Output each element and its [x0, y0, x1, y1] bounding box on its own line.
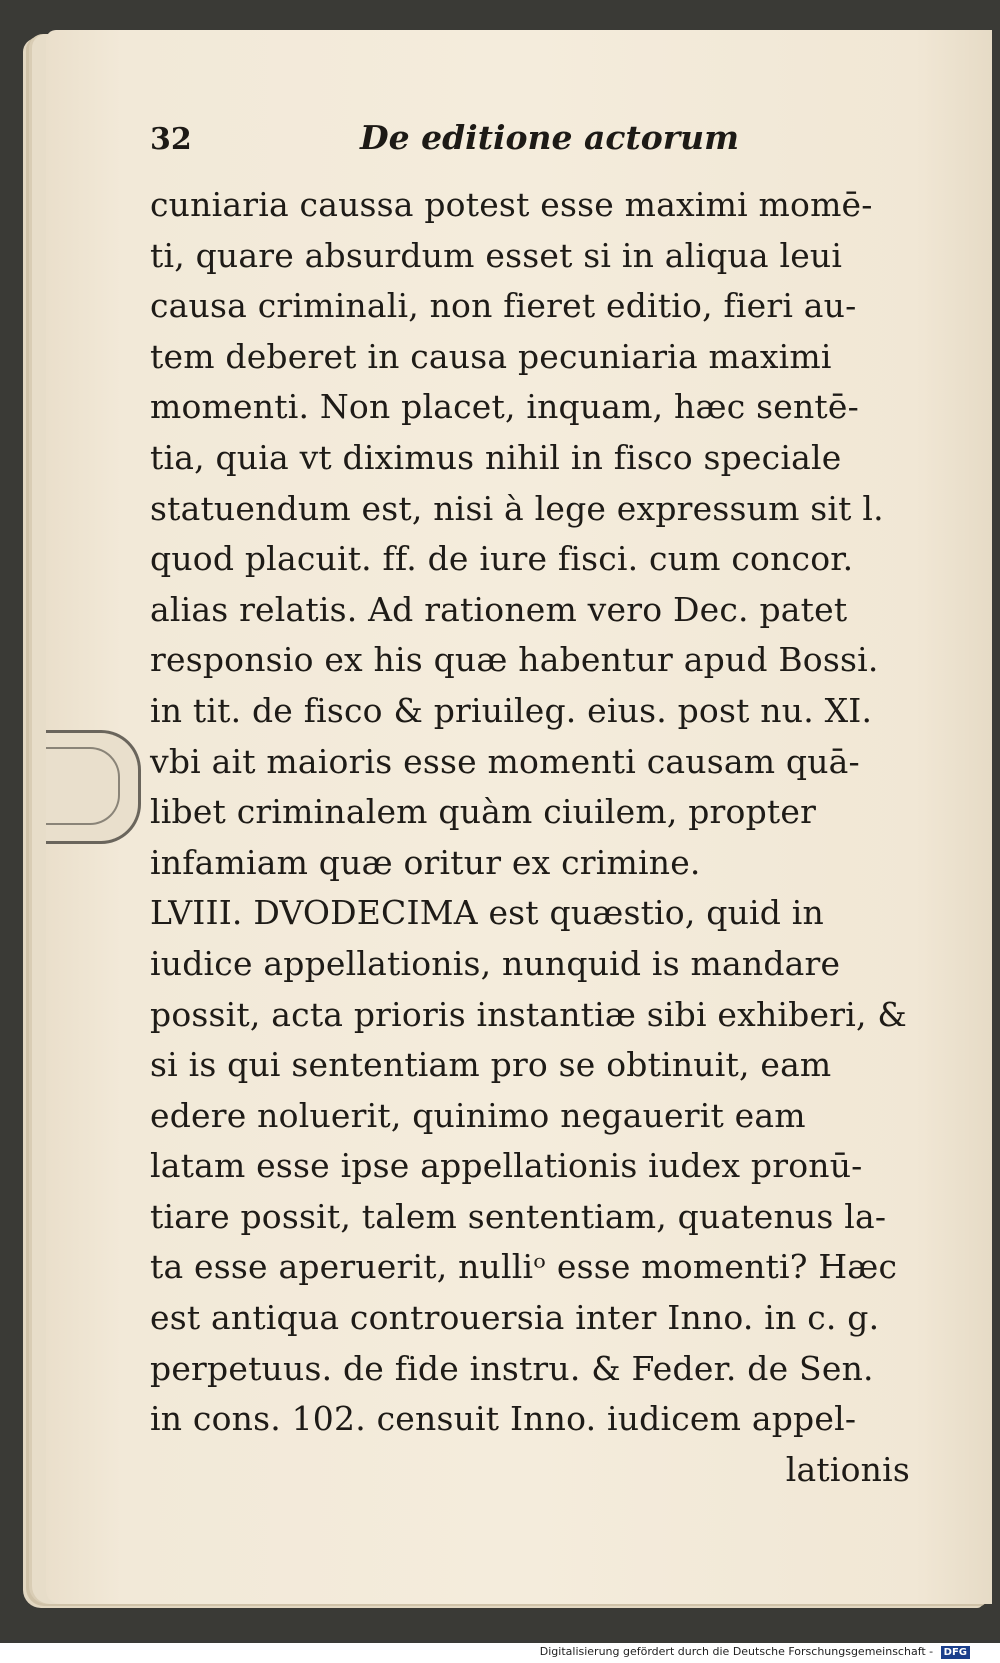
page-number: 32 [150, 122, 192, 157]
catchword: lationis [785, 1449, 910, 1489]
text-line: in tit. de fisco & priuileg. eius. post nu. XI. [150, 690, 873, 730]
page-clip-inner [46, 747, 120, 825]
text-line: vbi ait maioris esse momenti causam quā- [150, 741, 860, 781]
text-line: ti, quare absurdum esset si in aliqua leui [150, 235, 843, 275]
text-line: LVIII. DVODECIMA est quæstio, quid in [150, 893, 825, 933]
text-line: si is qui sententiam pro se obtinuit, eam [150, 1045, 832, 1085]
text-line: alias relatis. Ad rationem vero Dec. patet [150, 589, 848, 629]
text-line: latam esse ipse appellationis iudex pronū- [150, 1146, 863, 1186]
text-line: tiare possit, talem sententiam, quatenus la- [150, 1196, 887, 1236]
text-line: est antiqua controuersia inter Inno. in c. g. [150, 1298, 880, 1338]
body-text [150, 180, 910, 1495]
text-line: momenti. Non placet, inquam, hæc sentē- [150, 387, 859, 427]
text-line: iudice appellationis, nunquid is mandare [150, 943, 841, 983]
text-line: causa criminali, non fieret editio, fieri au- [150, 286, 857, 326]
dfg-logo: DFG [941, 1646, 970, 1659]
text-line: libet criminalem quàm ciuilem, propter [150, 792, 817, 832]
text-line: responsio ex his quæ habentur apud Bossi. [150, 640, 879, 680]
credit-text: Digitalisierung gefördert durch die Deutsche Forschungsgemeinschaft - [539, 1645, 934, 1658]
text-line: statuendum est, nisi à lege expressum sit l. [150, 488, 884, 528]
text-line: ta esse aperuerit, nulliᵒ esse momenti? Hæc [150, 1247, 898, 1287]
text-line: cuniaria caussa potest esse maximi momē- [150, 185, 873, 224]
text-line: perpetuus. de fide instru. & Feder. de Sen. [150, 1348, 874, 1388]
running-head: De editione actorum [360, 118, 740, 157]
text-line: possit, acta prioris instantiæ sibi exhiberi, & [150, 994, 907, 1034]
text-line: tem deberet in causa pecuniaria maximi [150, 336, 832, 376]
text-line: edere noluerit, quinimo negauerit eam [150, 1095, 806, 1135]
text-line: quod placuit. ff. de iure fisci. cum concor. [150, 539, 854, 579]
text-line: tia, quia vt diximus nihil in fisco speciale [150, 437, 842, 477]
text-line: in cons. 102. censuit Inno. iudicem appel- [150, 1399, 857, 1439]
page-header [150, 118, 910, 168]
text-line: infamiam quæ oritur ex crimine. [150, 842, 701, 882]
digitization-credit [540, 1645, 970, 1659]
